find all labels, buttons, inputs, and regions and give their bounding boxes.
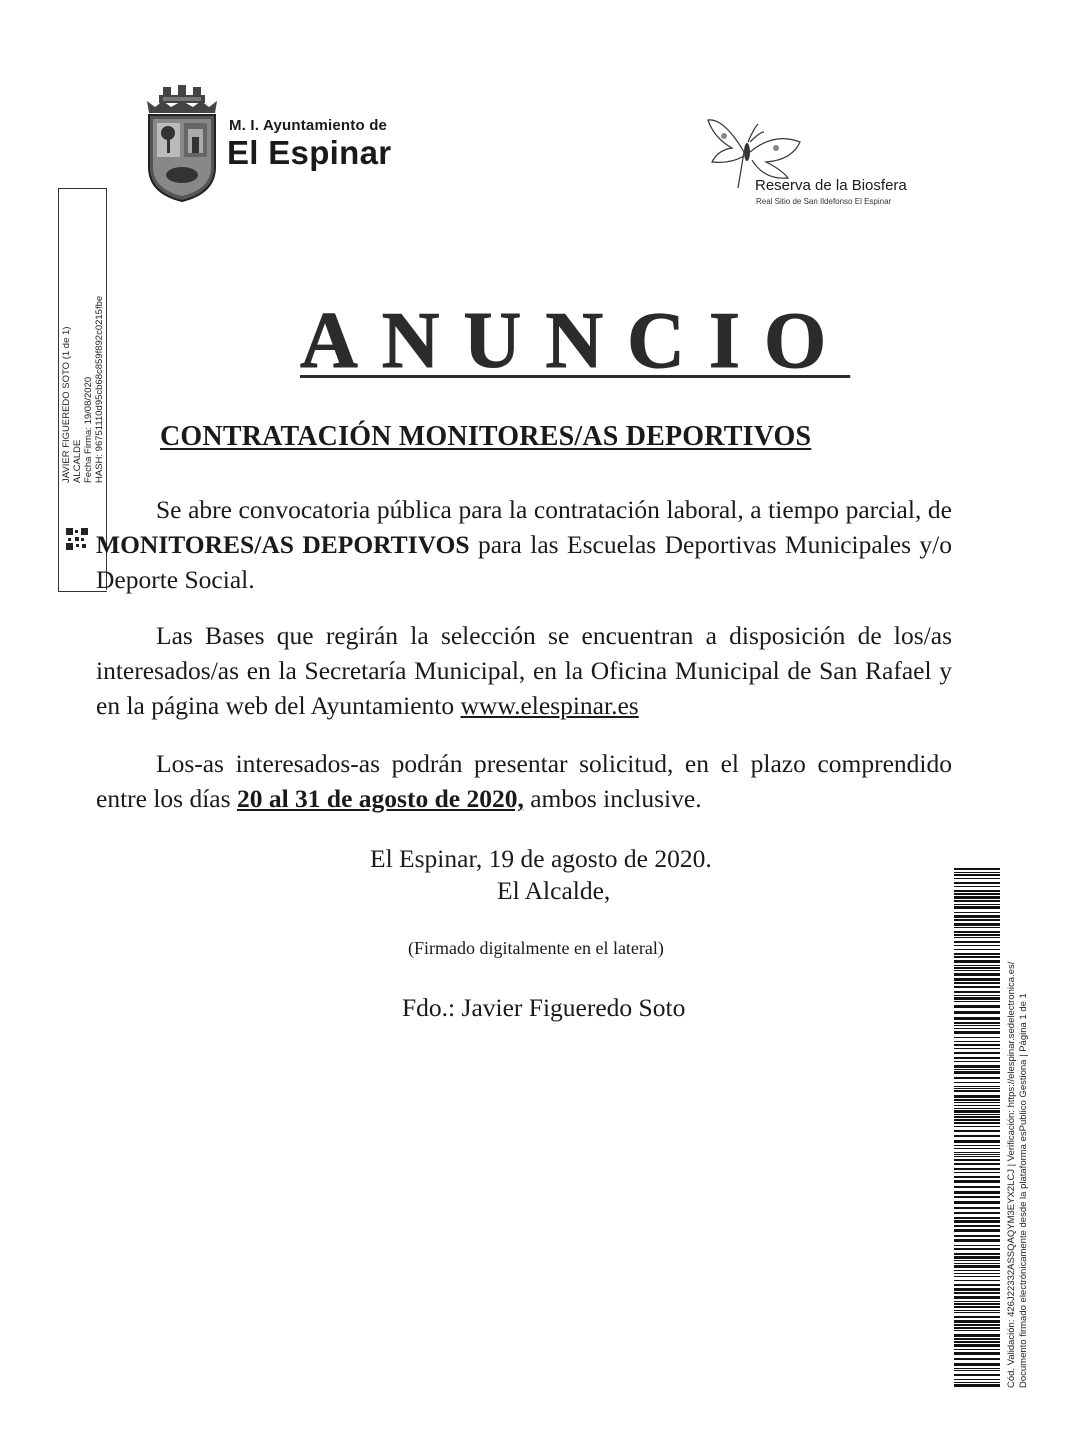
digital-signature-note: (Firmado digitalmente en el lateral): [408, 938, 664, 958]
paragraph-plazo: [96, 746, 952, 816]
p3-text-a: Los-as interesados-as podrán presentar solicitud, en el plazo comprendido entre los días: [96, 749, 952, 813]
signature-stamp: [58, 275, 106, 495]
stamp-line-4: HASH: 96751110d95cb68c859f892c0215fbe: [94, 295, 105, 483]
ayuntamiento-name: El Espinar: [227, 134, 392, 171]
place-date: El Espinar, 19 de agosto de 2020.: [370, 844, 712, 873]
biosfera-title: Reserva de la Biosfera: [755, 177, 907, 194]
p3-date-range: 20 al 31 de agosto de 2020,: [236, 784, 524, 813]
verification-line-1: Cód. Validación: 426J22332ASSQAQYM3EYX2LCJ | Verificación: https://elespinar.sedelectronica.es/: [1006, 961, 1017, 1388]
website-link[interactable]: www.elespinar.es: [460, 691, 639, 720]
page-title: ANUNCIO: [300, 297, 851, 385]
paragraph-convocatoria: [96, 492, 952, 597]
stamp-line-1: JAVIER FIGUEREDO SOTO (1 de 1): [61, 326, 72, 483]
stamp-line-3: Fecha Firma: 19/08/2020: [83, 376, 94, 483]
biosfera-subtitle: Real Sitio de San Ildefonso El Espinar: [756, 197, 892, 206]
page-subtitle: CONTRATACIÓN MONITORES/AS DEPORTIVOS: [160, 421, 812, 452]
p2-text-a: Las Bases que regirán la selección se encuentran a disposición de los/as interesados/as en la Secretaría Municipal, en la Oficina Municipal de San Rafael y en la página web del Ayuntamiento: [96, 621, 952, 720]
verification-text: [1003, 950, 1031, 1390]
barcode-icon: [954, 868, 1000, 1390]
signer-role: El Alcalde,: [497, 876, 611, 905]
p3-text-b: ambos inclusive.: [523, 784, 702, 813]
signer-name: Fdo.: Javier Figueredo Soto: [402, 993, 686, 1022]
p1-bold: MONITORES/AS DEPORTIVOS: [96, 530, 470, 559]
crest-icon: [143, 85, 221, 203]
stamp-line-2: ALCALDE: [72, 439, 83, 483]
ayuntamiento-prefix: M. I. Ayuntamiento de: [229, 117, 388, 134]
verification-line-2: Documento firmado electrónicamente desde la plataforma esPublico Gestiona | Página 1 de 1: [1018, 993, 1029, 1388]
p1-text-a: Se abre convocatoria pública para la contratación laboral, a tiempo parcial, de: [156, 495, 952, 524]
paragraph-bases: [96, 618, 952, 723]
p1-text-b: para las Escuelas Deportivas Municipales y/o Deporte Social.: [96, 530, 952, 594]
qr-code-icon: [66, 528, 88, 550]
